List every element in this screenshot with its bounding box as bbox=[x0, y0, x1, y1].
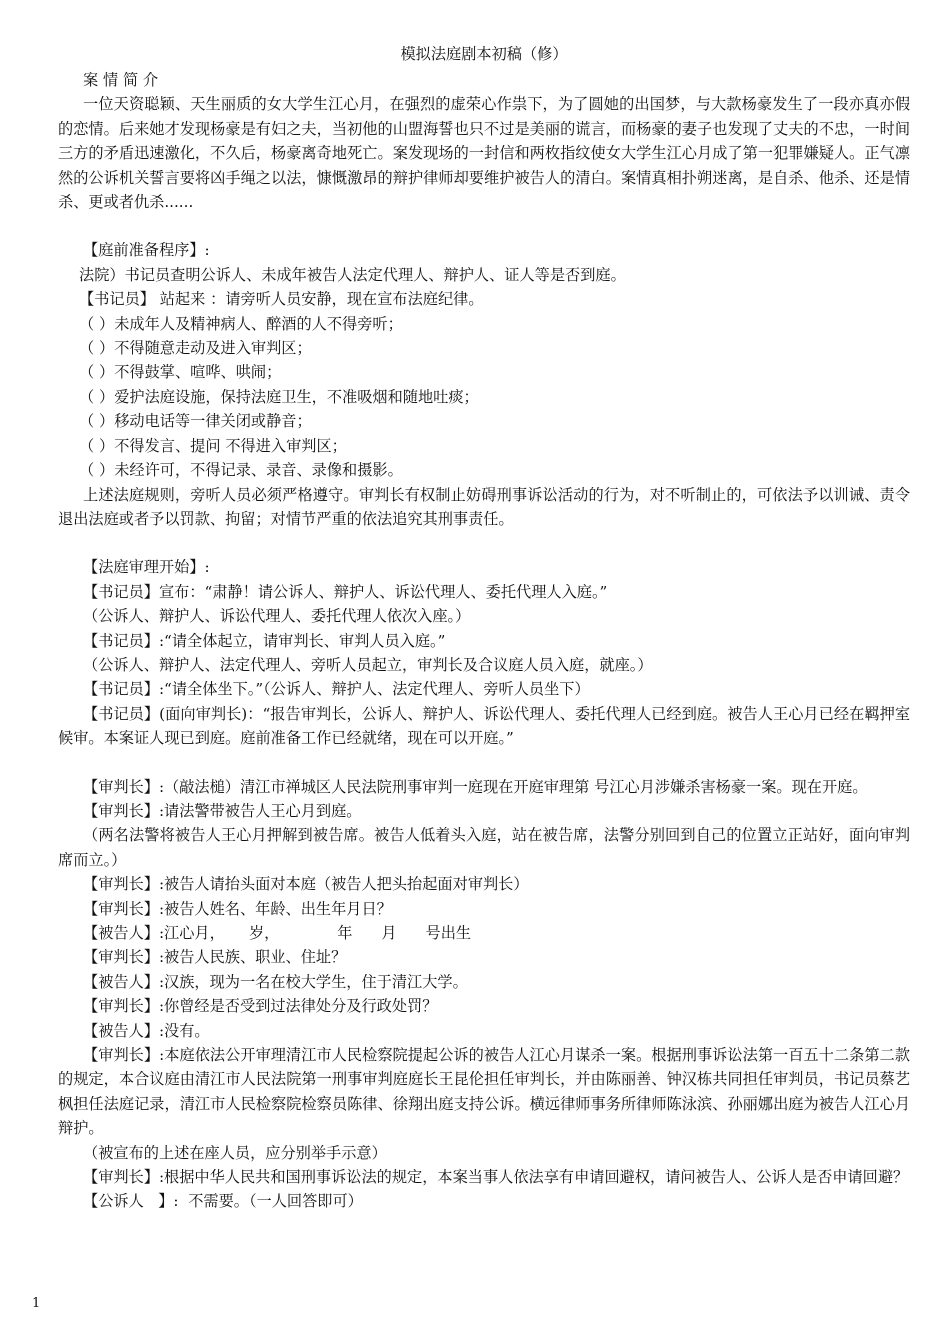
court-rule-item: （ ）不得随意走动及进入审判区； bbox=[79, 339, 312, 358]
speaker-text: :根据中华人民共和国刑事诉讼法的规定，本案当事人依法享有申请回避权，请问被告人、公诉人是否申请回避？ bbox=[158, 1168, 909, 1187]
dialogue-line bbox=[58, 921, 910, 945]
dialogue-line bbox=[58, 580, 910, 604]
speaker-text: :被告人请抬头面对本庭（被告人把头抬起面对审判长） bbox=[158, 875, 529, 894]
speaker-label: 【被告人】 bbox=[83, 1021, 159, 1040]
dialogue-line bbox=[58, 702, 910, 751]
court-rule-item: （ ）不得发言、提问 不得进入审判区； bbox=[79, 436, 347, 455]
speaker-label: 【被告人】 bbox=[83, 924, 159, 942]
speaker-text: :（敲法槌）清江市禅城区人民法院刑事审判一庭现在开庭审理第 号江心月涉嫌杀害杨豪一案。现在开庭。 bbox=[158, 777, 868, 796]
speaker-text: 站起来 ：请旁听人员安静，现在宣布法庭纪律。 bbox=[154, 290, 484, 309]
dialogue-line bbox=[58, 799, 910, 823]
pretrial-line: 法院）书记员查明公诉人、未成年被告人法定代理人、辩护人、证人等是否到庭。 bbox=[79, 265, 626, 284]
spacer bbox=[58, 531, 910, 555]
case-summary-paragraph: 一位天资聪颖、天生丽质的女大学生江心月，在强烈的虚荣心作祟下，为了圆她的出国梦，与大款杨豪发生了一段亦真亦假的恋情。后来她才发现杨豪是有妇之夫，当初他的山盟海誓也只不过是美丽的谎言，而杨豪的妻子也发现了丈夫的不忠，一时间三方的矛盾迅速激化，不久后，杨豪离奇地死亡。案发现场的一封信和两枚指纹使女大学生江心月成了第一犯罪嫌疑人。正气凛然的公诉机关誓言要将凶手绳之以法，慷慨激昂的辩护律师却要维护被告人的清白。案情真相扑朔迷离，是自杀、他杀、还是情杀、更或者仇杀...... bbox=[58, 95, 910, 212]
speaker-label: 【审判长】 bbox=[83, 899, 159, 918]
speaker-label: 【审判长】 bbox=[83, 1168, 159, 1187]
stage-direction: （两名法警将被告人王心月押解到被告席。被告人低着头入庭，站在被告席，法警分别回到自己的位置立正站好，面向审判席而立。） bbox=[58, 826, 910, 869]
document-title: 模拟法庭剧本初稿（修） bbox=[400, 45, 568, 63]
speaker-text: :“请全体坐下。”（公诉人、辩护人、法定代理人、旁听人员坐下） bbox=[158, 680, 590, 699]
speaker-text: :本庭依法公开审理清江市人民检察院提起公诉的被告人江心月谋杀一案。根据刑事诉讼法第一百五十二条第二款的规定，本合议庭由清江市人民法院第一刑事审判庭庭长王昆伦担任审判长，并由陈丽善、钟汉栋共同担任审判员，书记员蔡艺枫担任法庭记录，清江市人民检察院检察员陈律、徐翔出庭支持公诉。横远律师事务所律师陈泳滨、孙丽娜出庭为被告人江心月辩护。 bbox=[58, 1046, 911, 1138]
speaker-label: 【书记员】 bbox=[83, 631, 159, 650]
spacer bbox=[58, 751, 910, 775]
dialogue-line bbox=[58, 1043, 910, 1141]
speaker-label: 【审判长】 bbox=[83, 875, 159, 894]
page-number: 1 bbox=[32, 1296, 41, 1311]
dialogue-line bbox=[58, 970, 910, 994]
section-case-heading: 案 情 简 介 bbox=[83, 71, 159, 89]
pretrial-heading: 【庭前准备程序】: bbox=[83, 241, 210, 260]
speaker-label: 【书记员】 bbox=[83, 680, 159, 699]
court-rule-item: （ ）未成年人及精神病人、醉酒的人不得旁听； bbox=[79, 314, 403, 333]
dialogue-line bbox=[58, 629, 910, 653]
speaker-label: 【书记员】 bbox=[79, 290, 155, 309]
speaker-text: :被告人民族、职业、住址？ bbox=[158, 948, 347, 967]
stage-direction: （公诉人、辩护人、诉讼代理人、委托代理人依次入座。） bbox=[83, 607, 471, 626]
stage-direction: （公诉人、辩护人、法定代理人、旁听人员起立，审判长及合议庭人员入庭，就座。） bbox=[83, 655, 653, 674]
speaker-text: :请法警带被告人王心月到庭。 bbox=[158, 801, 362, 820]
speaker-text: :没有。 bbox=[158, 1021, 210, 1040]
dialogue-line bbox=[58, 897, 910, 921]
speaker-text: :被告人姓名、年龄、出生年月日？ bbox=[158, 899, 392, 918]
speaker-text: :“请全体起立，请审判长、审判人员入庭。” bbox=[158, 631, 446, 650]
dialogue-line bbox=[58, 1165, 910, 1189]
stage-direction: （被宣布的上述在座人员，应分别举手示意） bbox=[83, 1143, 387, 1162]
dialogue-line bbox=[58, 677, 910, 701]
speaker-label: 【审判长】 bbox=[83, 1046, 160, 1065]
dialogue-line bbox=[58, 775, 910, 799]
speaker-text: (面向审判长)：“报告审判长，公诉人、辩护人、诉讼代理人、委托代理人已经到庭。被告人王心月已经在羁押室候审。本案证人现已到庭。庭前准备工作已经就绪，现在可以开庭。” bbox=[58, 704, 911, 748]
speaker-text: :你曾经是否受到过法律处分及行政处罚？ bbox=[158, 997, 438, 1016]
dialogue-line bbox=[58, 994, 910, 1018]
speaker-label: 【被告人】 bbox=[83, 972, 159, 991]
court-rule-item: （ ）爱护法庭设施，保持法庭卫生，不准吸烟和随地吐痰； bbox=[79, 387, 479, 406]
court-rule-item: （ ）未经许可，不得记录、录音、录像和摄影。 bbox=[79, 461, 403, 480]
speaker-text: 宣布：“肃静！请公诉人、辩护人、诉讼代理人、委托代理人入庭。” bbox=[158, 582, 608, 601]
speaker-label: 【审判长】 bbox=[83, 948, 159, 967]
speaker-label: 【审判长】 bbox=[83, 801, 159, 820]
court-rule-item: （ ）不得鼓掌、喧哗、哄闹； bbox=[79, 363, 282, 382]
speaker-label: 【审判长】 bbox=[83, 997, 159, 1016]
document-page bbox=[58, 42, 910, 1214]
court-rules-closing: 上述法庭规则，旁听人员必须严格遵守。审判长有权制止妨碍刑事诉讼活动的行为，对不听制止的，可依法予以训诫、责令退出法庭或者予以罚款、拘留；对情节严重的依法追究其刑事责任。 bbox=[58, 485, 910, 528]
speaker-label: 【书记员】 bbox=[83, 704, 160, 723]
speaker-text: :江心月， 岁， 年 月 号出生 bbox=[158, 924, 472, 942]
dialogue-line bbox=[58, 872, 910, 896]
dialogue-line bbox=[58, 1019, 910, 1043]
speaker-label: 【审判长】 bbox=[83, 777, 159, 796]
court-rule-item: （ ）移动电话等一律关闭或静音； bbox=[79, 412, 312, 431]
dialogue-line bbox=[58, 1189, 910, 1213]
dialogue-line bbox=[58, 945, 910, 969]
speaker-text: :汉族，现为一名在校大学生，住于清江大学。 bbox=[158, 972, 468, 991]
speaker-text: : 不需要。（一人回答即可） bbox=[173, 1192, 363, 1211]
pretrial-clerk-line bbox=[58, 287, 910, 311]
trial-heading: 【法庭审理开始】: bbox=[83, 558, 210, 577]
spacer bbox=[58, 214, 910, 238]
speaker-label: 【公诉人 】 bbox=[83, 1192, 174, 1211]
speaker-label: 【书记员】 bbox=[83, 582, 159, 601]
